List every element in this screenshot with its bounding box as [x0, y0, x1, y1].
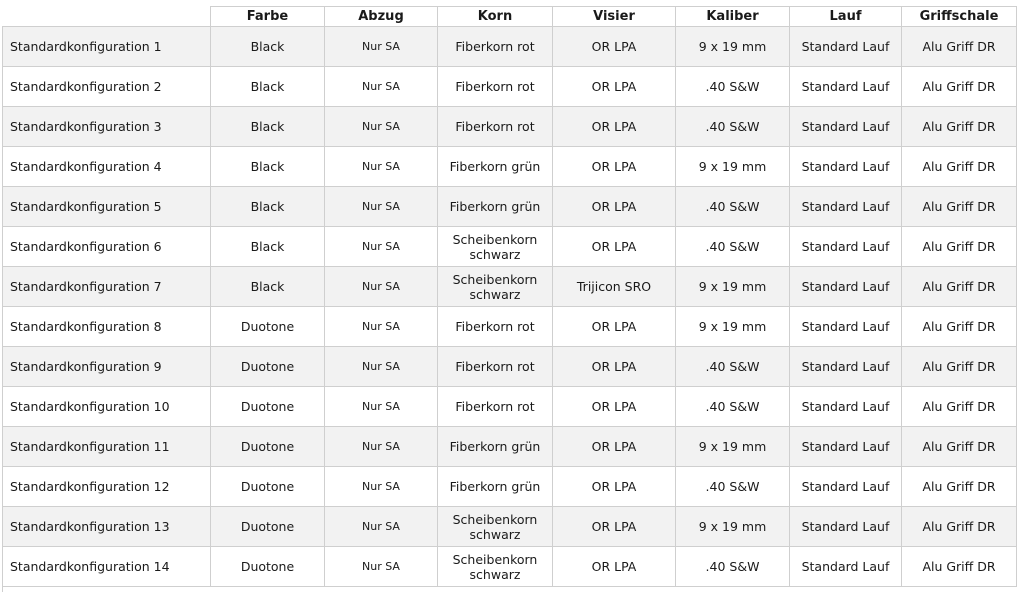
visier-cell: OR LPA	[553, 427, 676, 467]
lauf-cell: Standard Lauf	[790, 267, 902, 307]
griffschale-cell: Alu Griff DR	[902, 227, 1017, 267]
griffschale-cell: Alu Griff DR	[902, 427, 1017, 467]
abzug-cell: Nur SA	[325, 67, 438, 107]
visier-cell: OR LPA	[553, 307, 676, 347]
visier-cell: OR LPA	[553, 507, 676, 547]
kaliber-cell: 9 x 19 mm	[676, 507, 790, 547]
korn-cell: Fiberkorn grün	[438, 147, 553, 187]
header-blank	[3, 7, 211, 27]
farbe-cell: Duotone	[211, 507, 325, 547]
korn-cell: Fiberkorn grün	[438, 187, 553, 227]
farbe-cell: Black	[211, 27, 325, 67]
korn-cell: Fiberkorn rot	[438, 27, 553, 67]
table-body	[3, 27, 1017, 587]
korn-cell: Fiberkorn grün	[438, 467, 553, 507]
header-korn: Korn	[438, 7, 553, 27]
visier-cell: OR LPA	[553, 147, 676, 187]
griffschale-cell: Alu Griff DR	[902, 187, 1017, 227]
table-header	[3, 7, 1017, 27]
header-farbe: Farbe	[211, 7, 325, 27]
config-name-cell: Standardkonfiguration 9	[3, 347, 211, 387]
lauf-cell: Standard Lauf	[790, 507, 902, 547]
config-name-cell: Standardkonfiguration 12	[3, 467, 211, 507]
korn-cell: Fiberkorn grün	[438, 427, 553, 467]
farbe-cell: Black	[211, 147, 325, 187]
table-row	[3, 387, 1017, 427]
kaliber-cell: 9 x 19 mm	[676, 267, 790, 307]
table-row	[3, 147, 1017, 187]
kaliber-cell: .40 S&W	[676, 467, 790, 507]
kaliber-cell: 9 x 19 mm	[676, 307, 790, 347]
config-name-cell: Standardkonfiguration 11	[3, 427, 211, 467]
farbe-cell: Duotone	[211, 307, 325, 347]
table-row	[3, 107, 1017, 147]
farbe-cell: Black	[211, 227, 325, 267]
lauf-cell: Standard Lauf	[790, 547, 902, 587]
kaliber-cell: .40 S&W	[676, 347, 790, 387]
lauf-cell: Standard Lauf	[790, 307, 902, 347]
table-edge-line	[2, 586, 3, 592]
farbe-cell: Duotone	[211, 387, 325, 427]
lauf-cell: Standard Lauf	[790, 27, 902, 67]
kaliber-cell: .40 S&W	[676, 227, 790, 267]
abzug-cell: Nur SA	[325, 507, 438, 547]
visier-cell: OR LPA	[553, 227, 676, 267]
griffschale-cell: Alu Griff DR	[902, 147, 1017, 187]
lauf-cell: Standard Lauf	[790, 187, 902, 227]
lauf-cell: Standard Lauf	[790, 227, 902, 267]
kaliber-cell: .40 S&W	[676, 387, 790, 427]
visier-cell: OR LPA	[553, 187, 676, 227]
abzug-cell: Nur SA	[325, 307, 438, 347]
korn-cell: Fiberkorn rot	[438, 307, 553, 347]
config-name-cell: Standardkonfiguration 7	[3, 267, 211, 307]
korn-cell: Fiberkorn rot	[438, 107, 553, 147]
config-name-cell: Standardkonfiguration 13	[3, 507, 211, 547]
config-name-cell: Standardkonfiguration 14	[3, 547, 211, 587]
visier-cell: OR LPA	[553, 107, 676, 147]
korn-cell: Scheibenkorn schwarz	[438, 547, 553, 587]
table-row	[3, 307, 1017, 347]
farbe-cell: Black	[211, 107, 325, 147]
config-name-cell: Standardkonfiguration 3	[3, 107, 211, 147]
korn-cell: Fiberkorn rot	[438, 67, 553, 107]
kaliber-cell: .40 S&W	[676, 547, 790, 587]
farbe-cell: Black	[211, 187, 325, 227]
header-visier: Visier	[553, 7, 676, 27]
farbe-cell: Duotone	[211, 547, 325, 587]
kaliber-cell: .40 S&W	[676, 67, 790, 107]
visier-cell: OR LPA	[553, 27, 676, 67]
lauf-cell: Standard Lauf	[790, 387, 902, 427]
table-row	[3, 227, 1017, 267]
lauf-cell: Standard Lauf	[790, 147, 902, 187]
config-name-cell: Standardkonfiguration 6	[3, 227, 211, 267]
visier-cell: OR LPA	[553, 387, 676, 427]
farbe-cell: Duotone	[211, 467, 325, 507]
kaliber-cell: .40 S&W	[676, 187, 790, 227]
lauf-cell: Standard Lauf	[790, 347, 902, 387]
kaliber-cell: 9 x 19 mm	[676, 147, 790, 187]
kaliber-cell: 9 x 19 mm	[676, 27, 790, 67]
header-row	[3, 7, 1017, 27]
abzug-cell: Nur SA	[325, 227, 438, 267]
header-kaliber: Kaliber	[676, 7, 790, 27]
config-name-cell: Standardkonfiguration 2	[3, 67, 211, 107]
abzug-cell: Nur SA	[325, 187, 438, 227]
table-row	[3, 267, 1017, 307]
table-row	[3, 67, 1017, 107]
lauf-cell: Standard Lauf	[790, 467, 902, 507]
korn-cell: Fiberkorn rot	[438, 347, 553, 387]
visier-cell: OR LPA	[553, 547, 676, 587]
table-row	[3, 507, 1017, 547]
griffschale-cell: Alu Griff DR	[902, 347, 1017, 387]
kaliber-cell: 9 x 19 mm	[676, 427, 790, 467]
visier-cell: Trijicon SRO	[553, 267, 676, 307]
table-row	[3, 27, 1017, 67]
griffschale-cell: Alu Griff DR	[902, 307, 1017, 347]
config-name-cell: Standardkonfiguration 4	[3, 147, 211, 187]
table-row	[3, 187, 1017, 227]
abzug-cell: Nur SA	[325, 427, 438, 467]
lauf-cell: Standard Lauf	[790, 107, 902, 147]
lauf-cell: Standard Lauf	[790, 427, 902, 467]
configuration-table	[2, 6, 1017, 587]
griffschale-cell: Alu Griff DR	[902, 267, 1017, 307]
table-row	[3, 547, 1017, 587]
griffschale-cell: Alu Griff DR	[902, 387, 1017, 427]
visier-cell: OR LPA	[553, 467, 676, 507]
abzug-cell: Nur SA	[325, 387, 438, 427]
farbe-cell: Duotone	[211, 347, 325, 387]
abzug-cell: Nur SA	[325, 347, 438, 387]
table-row	[3, 347, 1017, 387]
abzug-cell: Nur SA	[325, 107, 438, 147]
header-lauf: Lauf	[790, 7, 902, 27]
korn-cell: Scheibenkorn schwarz	[438, 267, 553, 307]
griffschale-cell: Alu Griff DR	[902, 547, 1017, 587]
abzug-cell: Nur SA	[325, 147, 438, 187]
config-name-cell: Standardkonfiguration 5	[3, 187, 211, 227]
lauf-cell: Standard Lauf	[790, 67, 902, 107]
abzug-cell: Nur SA	[325, 27, 438, 67]
griffschale-cell: Alu Griff DR	[902, 67, 1017, 107]
table-row	[3, 467, 1017, 507]
farbe-cell: Black	[211, 267, 325, 307]
table-row	[3, 427, 1017, 467]
abzug-cell: Nur SA	[325, 547, 438, 587]
griffschale-cell: Alu Griff DR	[902, 27, 1017, 67]
header-griffschale: Griffschale	[902, 7, 1017, 27]
korn-cell: Scheibenkorn schwarz	[438, 507, 553, 547]
kaliber-cell: .40 S&W	[676, 107, 790, 147]
korn-cell: Fiberkorn rot	[438, 387, 553, 427]
griffschale-cell: Alu Griff DR	[902, 507, 1017, 547]
config-name-cell: Standardkonfiguration 1	[3, 27, 211, 67]
config-name-cell: Standardkonfiguration 8	[3, 307, 211, 347]
farbe-cell: Black	[211, 67, 325, 107]
abzug-cell: Nur SA	[325, 467, 438, 507]
griffschale-cell: Alu Griff DR	[902, 467, 1017, 507]
farbe-cell: Duotone	[211, 427, 325, 467]
abzug-cell: Nur SA	[325, 267, 438, 307]
header-abzug: Abzug	[325, 7, 438, 27]
config-name-cell: Standardkonfiguration 10	[3, 387, 211, 427]
configuration-table-container	[2, 6, 1016, 587]
griffschale-cell: Alu Griff DR	[902, 107, 1017, 147]
visier-cell: OR LPA	[553, 347, 676, 387]
korn-cell: Scheibenkorn schwarz	[438, 227, 553, 267]
visier-cell: OR LPA	[553, 67, 676, 107]
